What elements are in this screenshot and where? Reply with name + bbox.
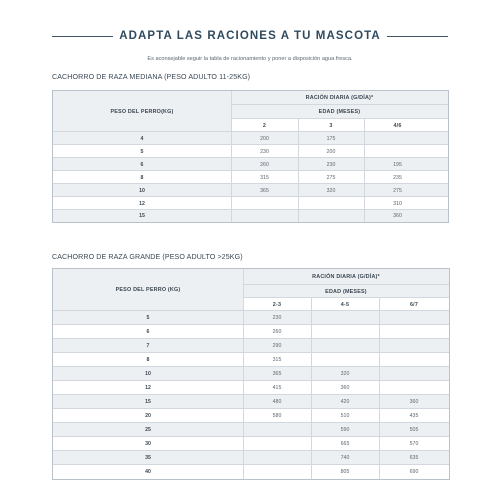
weight-cell: 30 (145, 441, 151, 447)
row-separator (53, 310, 449, 311)
weight-column-header: PESO DEL PERRO(KG) (110, 108, 174, 115)
age-column-header: 2-3 (272, 301, 282, 308)
ration-table-medium (52, 90, 449, 223)
row-separator (231, 104, 448, 105)
ration-cell (379, 353, 449, 367)
ration-cell (379, 311, 449, 325)
weight-cell: 20 (145, 413, 151, 419)
ration-cell: 320 (340, 371, 350, 377)
heading-rule-left (52, 36, 113, 37)
ration-cell: 505 (409, 427, 419, 433)
weight-cell: 10 (139, 187, 145, 194)
row-separator (53, 209, 448, 210)
ration-cell: 360 (393, 213, 402, 219)
column-separator (298, 119, 299, 222)
ration-cell: 310 (393, 200, 402, 207)
row-separator (53, 366, 449, 367)
ration-cell (379, 367, 449, 381)
row-separator (53, 338, 449, 339)
ration-cell: 200 (260, 135, 269, 142)
row-separator (231, 118, 448, 119)
section-heading (52, 29, 448, 43)
row-separator (53, 464, 449, 465)
intro-note: Es aconsejable seguir la tabla de racionamiento y poner a disposición agua fresca. (147, 56, 353, 62)
row-separator (53, 394, 449, 395)
weight-cell: 5 (140, 148, 144, 155)
ration-header: RACIÓN DIARIA (G/DÍA)* (305, 95, 374, 101)
row-separator (53, 436, 449, 437)
ration-cell: 320 (326, 187, 336, 194)
ration-cell (379, 381, 449, 395)
ration-cell: 360 (409, 399, 419, 405)
ration-cell: 360 (340, 385, 350, 391)
weight-cell: 8 (146, 357, 150, 363)
ration-cell: 175 (326, 135, 336, 142)
row-separator (53, 183, 448, 184)
ration-cell (379, 339, 449, 353)
ration-cell: 415 (272, 385, 282, 391)
table-title-large: CACHORRO DE RAZA GRANDE (PESO ADULTO >25KG) (52, 253, 243, 261)
row-separator (53, 352, 449, 353)
row-separator (53, 196, 448, 197)
row-separator (53, 144, 448, 145)
ration-cell: 805 (340, 469, 350, 475)
weight-cell: 10 (145, 371, 151, 377)
ration-cell: 435 (409, 413, 419, 419)
ration-cell: 580 (272, 413, 282, 419)
ration-cell: 230 (272, 315, 282, 321)
ration-cell (243, 437, 311, 451)
row-separator (53, 422, 449, 423)
ration-cell: 690 (409, 469, 419, 475)
ration-cell: 665 (340, 441, 350, 447)
row-separator (53, 408, 449, 409)
ration-cell (311, 325, 379, 339)
ration-cell: 235 (393, 174, 402, 181)
age-column-header: 2 (262, 122, 267, 129)
row-separator (243, 284, 449, 285)
table-title-medium: CACHORRO DE RAZA MEDIANA (PESO ADULTO 11-25KG) (52, 73, 251, 81)
row-separator (53, 170, 448, 171)
weight-cell: 40 (145, 469, 151, 475)
row-separator (53, 324, 449, 325)
ration-cell: 260 (272, 329, 282, 335)
ration-cell: 480 (272, 399, 282, 405)
ration-cell: 200 (326, 148, 336, 155)
row-separator (53, 131, 448, 132)
weight-cell: 7 (146, 343, 150, 349)
age-column-header: 3 (329, 122, 333, 129)
ration-cell: 590 (340, 427, 350, 433)
row-separator (243, 297, 449, 298)
weight-cell: 6 (140, 161, 144, 168)
weight-cell: 12 (145, 385, 151, 391)
ration-cell: 195 (393, 161, 402, 168)
column-separator (379, 298, 380, 479)
ration-cell: 275 (326, 174, 336, 181)
column-separator (231, 91, 232, 222)
ration-cell: 510 (340, 413, 350, 419)
ration-cell (243, 451, 311, 465)
weight-cell: 15 (139, 213, 145, 219)
age-header: EDAD (MESES) (318, 109, 361, 115)
weight-cell: 8 (140, 174, 144, 181)
ration-cell: 315 (272, 357, 282, 363)
ration-cell: 420 (340, 399, 350, 405)
ration-cell: 315 (260, 174, 269, 181)
ration-cell: 365 (272, 371, 282, 377)
weight-cell: 15 (145, 399, 151, 405)
age-column-header: 6/7 (409, 301, 419, 308)
ration-header: RACIÓN DIARIA (G/DÍA)* (312, 274, 380, 280)
ration-cell (379, 325, 449, 339)
ration-cell (243, 465, 311, 479)
ration-cell: 230 (260, 148, 269, 155)
row-separator (53, 157, 448, 158)
ration-cell: 635 (409, 455, 419, 461)
weight-cell: 5 (146, 315, 150, 321)
column-separator (243, 269, 244, 479)
ration-cell (311, 339, 379, 353)
ration-cell: 570 (409, 441, 419, 447)
age-column-header: 4-5 (340, 301, 350, 308)
weight-column-header: PESO DEL PERRO (KG) (115, 287, 181, 293)
age-header: EDAD (MESES) (325, 288, 367, 295)
ration-cell: 290 (272, 343, 282, 349)
heading-rule-right (387, 36, 448, 37)
weight-cell: 12 (139, 200, 145, 207)
ration-cell: 230 (326, 161, 336, 168)
column-separator (364, 119, 365, 222)
row-separator (53, 450, 449, 451)
row-separator (53, 380, 449, 381)
ration-cell (311, 353, 379, 367)
page-title: ADAPTA LAS RACIONES A TU MASCOTA (119, 30, 381, 42)
weight-cell: 6 (146, 329, 150, 335)
ration-cell: 365 (260, 187, 269, 194)
weight-cell: 35 (145, 455, 151, 461)
ration-cell (298, 210, 364, 222)
weight-cell: 25 (145, 427, 151, 433)
ration-table-large (52, 268, 450, 480)
ration-cell (311, 311, 379, 325)
ration-cell: 260 (260, 161, 269, 168)
column-separator (311, 298, 312, 479)
ration-cell: 740 (340, 455, 350, 461)
weight-cell: 4 (140, 135, 144, 142)
ration-cell (231, 210, 298, 222)
age-column-header: 4/6 (393, 122, 402, 129)
ration-cell: 275 (393, 187, 402, 194)
ration-cell (243, 423, 311, 437)
